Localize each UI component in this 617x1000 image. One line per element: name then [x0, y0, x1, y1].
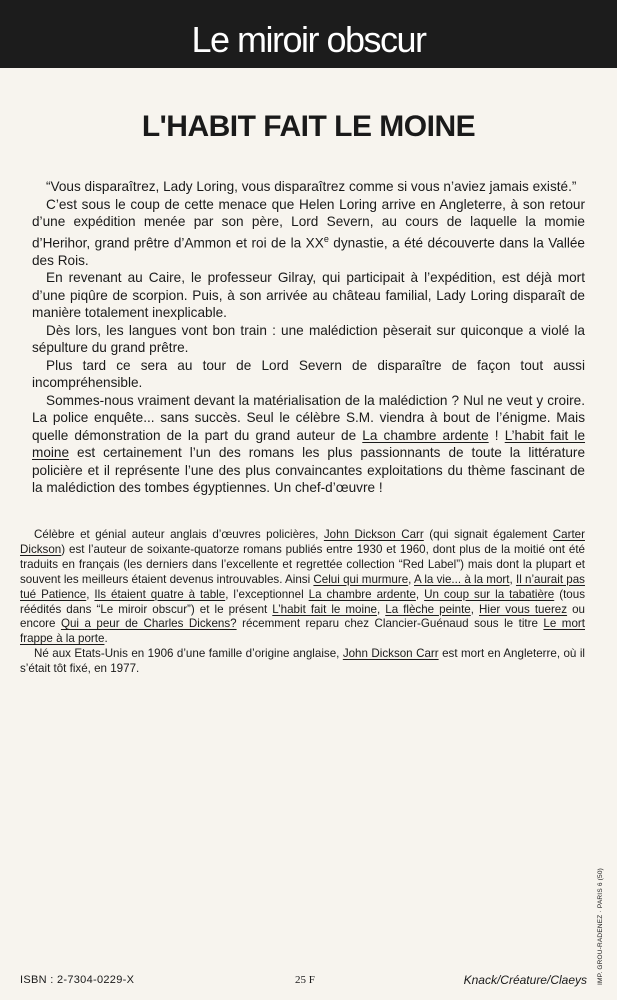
blurb-paragraph: “Vous disparaîtrez, Lady Loring, vous disparaîtrez comme si vous n’aviez jamais existé.” [46, 179, 577, 194]
bio-text: . [104, 632, 108, 646]
book-title-reference: L’habit fait le moine [32, 427, 586, 461]
bio-text: , [408, 572, 414, 586]
series-banner [0, 0, 617, 68]
publisher: Knack/Créature/Claeys [463, 973, 587, 987]
book-title-reference: Un coup sur la tabatière [424, 587, 555, 601]
blurb-text: est certainement l’un des romans les plus passionnants de toute la littérature policière et il représente l’une des plus convaincantes exploitations du thème fascinant de la malédiction des tombes égyptiennes. Un chef-d’œuvre ! [32, 445, 585, 496]
bio-text: (tous réédités dans “Le miroir obscur”) et le présent [20, 587, 586, 616]
book-title-reference: La chambre ardente [362, 427, 489, 443]
book-title-reference: La flèche peinte [385, 602, 471, 616]
bio-text: (qui signait également [423, 528, 553, 541]
book-title-reference: La chambre ardente [308, 587, 416, 601]
blurb-text: ! [488, 427, 505, 443]
blurb-text: Sommes-nous vraiment devant la matérialisation de la malédiction ? Nul ne veut y croire. La police enquête... sans succès. Seul le célèbre S.M. viendra à bout de l’énigme. Mais quelle démonstration de la part du grand auteur de [32, 392, 585, 443]
bio-text: , [86, 587, 95, 601]
isbn: ISBN : 2-7304-0229-X [20, 974, 135, 986]
bio-text: , [376, 602, 386, 616]
blurb-paragraph [32, 196, 585, 270]
bio-text: Célèbre et génial auteur anglais d’œuvres policières, [34, 528, 324, 541]
series-name: Le miroir obscur [191, 19, 426, 60]
book-title-reference: Qui a peur de Charles Dickens? [60, 617, 237, 631]
book-title-reference: John Dickson Carr [323, 528, 424, 541]
bio-text: est mort en Angleterre, où il s’était tôt fixé, en 1977. [20, 647, 585, 676]
blurb-superscript: e [323, 233, 329, 244]
blurb [32, 178, 585, 497]
blurb-paragraph: Plus tard ce sera au tour de Lord Severn de disparaître de façon tout aussi incompréhensible. [32, 357, 585, 391]
bio-text: Né aux Etats-Unis en 1906 d’une famille d’origine anglaise, [34, 647, 343, 661]
blurb-text: dynastie, a été découverte dans la Vallée des Rois. [32, 235, 585, 268]
bio-text: ) est l’auteur de soixante-quatorze romans publiés entre 1930 et 1960, dont plus de la moitié ont été traduits en français (les derniers dans l’excellente et regrettée collection “Red Label”) mais dont la plupart et souvent les meilleurs étaient devenus introuvables. Ainsi [20, 542, 585, 586]
book-title-reference: Carter Dickson [20, 528, 585, 556]
book-title-reference: Ils étaient quatre à table [94, 587, 226, 601]
blurb-paragraph [32, 392, 585, 497]
blurb-text: C’est sous le coup de cette menace que Helen Loring arrive en Angleterre, à son retour d’une expédition menée par son père, Lord Severn, au cours de laquelle la momie d’Herihor, grand prêtre d’Ammon et roi de la XX [32, 196, 585, 251]
bio-paragraph [20, 528, 585, 647]
bio-text: , [509, 572, 516, 586]
bio-text: , [470, 602, 480, 616]
book-title-reference: A la vie... à la mort [414, 572, 510, 586]
book-title-reference: Il n’aurait pas tué Patience [20, 572, 585, 601]
blurb-paragraph: En revenant au Caire, le professeur Gilray, qui participait à l’expédition, est déjà mort d’une piqûre de scorpion. Puis, à son arrivée au château familial, Lady Loring disparaît de manière totalement inexplicable. [32, 270, 585, 321]
printer-imprint: IMP. GROU-RADENEZ · PARIS 6 (50) [597, 867, 604, 985]
book-title-reference: Hier vous tuerez [479, 602, 568, 616]
bio-text: récemment reparu chez Clancier-Guénaud sous le titre [236, 617, 544, 631]
bio-text: , l’exceptionnel [225, 587, 309, 601]
book-title-reference: John Dickson Carr [342, 647, 439, 661]
bio-paragraph [20, 647, 585, 677]
book-title-reference: Celui qui murmure [313, 572, 409, 586]
price: 25 F [295, 974, 315, 986]
blurb-paragraph: Dès lors, les langues vont bon train : une malédiction pèserait sur quiconque a violé la sépulture du grand prêtre. [32, 322, 585, 356]
author-bio [20, 528, 585, 677]
bio-text: , [415, 587, 425, 601]
book-title-reference: L’habit fait le moine [272, 602, 377, 616]
book-title: L'HABIT FAIT LE MOINE [141, 110, 476, 143]
bio-text: ou encore [20, 602, 585, 631]
book-title-reference: Le mort frappe à la porte [20, 617, 585, 646]
